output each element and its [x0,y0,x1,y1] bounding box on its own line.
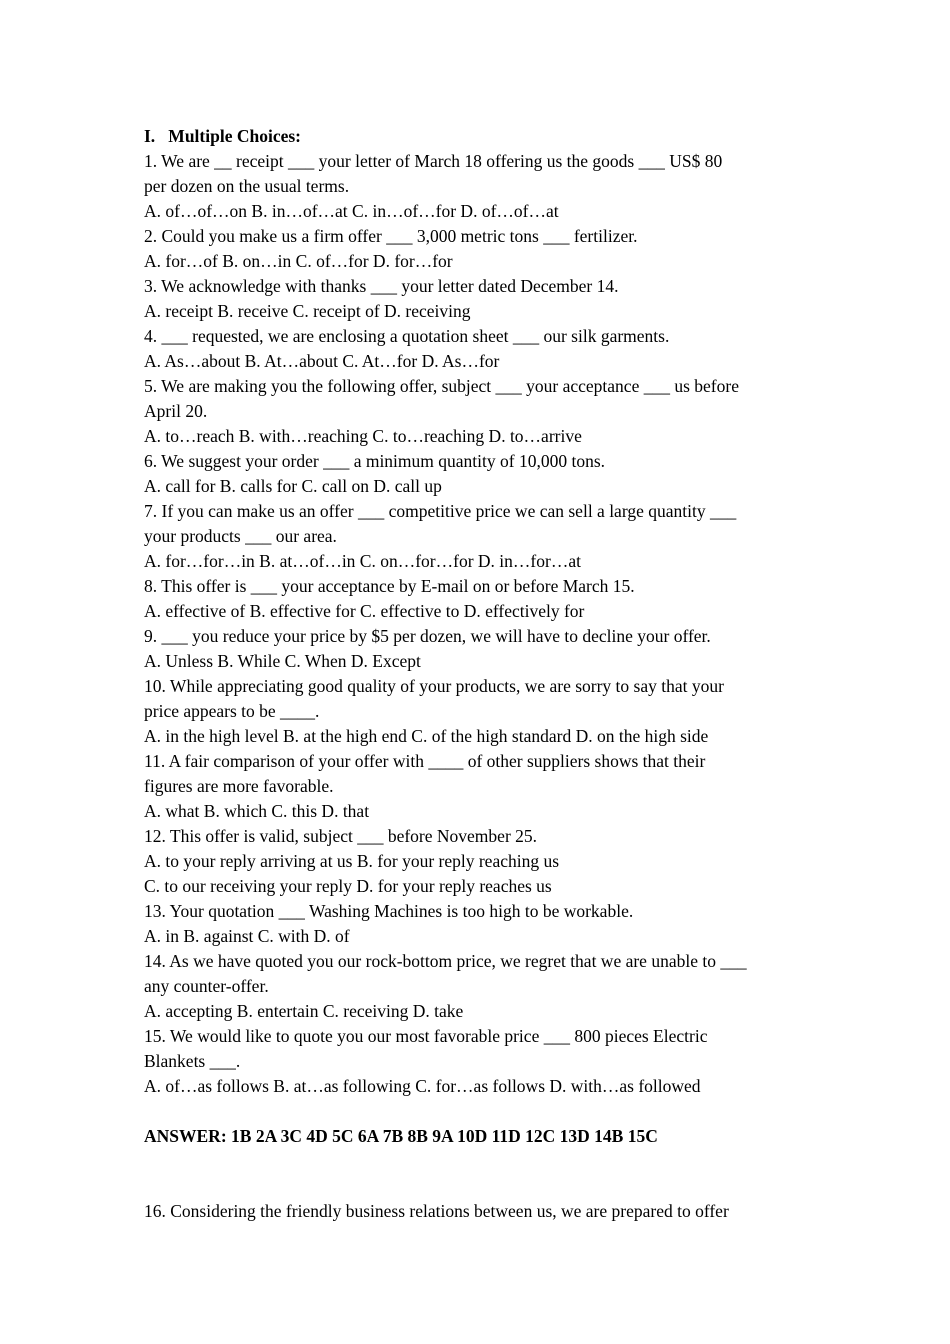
text-line: figures are more favorable. [144,776,334,796]
text-line: A. receipt B. receive C. receipt of D. receiving [144,301,471,321]
text-line: A. in B. against C. with D. of [144,926,350,946]
text-line: A. Unless B. While C. When D. Except [144,651,421,671]
text-line: 5. We are making you the following offer, subject ___ your acceptance ___ us before [144,376,739,396]
section-heading: I. Multiple Choices: [144,126,302,146]
text-line: 1. We are __ receipt ___ your letter of March 18 offering us the goods ___ US$ 80 [144,151,723,171]
text-line: 10. While appreciating good quality of your products, we are sorry to say that your [144,676,724,696]
answer-key: ANSWER: 1B 2A 3C 4D 5C 6A 7B 8B 9A 10D 11D 12C 13D 14B 15C [144,1126,658,1146]
spacer [144,1099,814,1124]
question-list [144,149,814,1099]
text-line: A. of…as follows B. at…as following C. for…as follows D. with…as followed [144,1076,701,1096]
text-line: your products ___ our area. [144,526,337,546]
text-line: 7. If you can make us an offer ___ competitive price we can sell a large quantity ___ [144,501,737,521]
text-line: April 20. [144,401,208,421]
text-line: 4. ___ requested, we are enclosing a quotation sheet ___ our silk garments. [144,326,670,346]
spacer [144,1174,814,1199]
text-line: C. to our receiving your reply D. for your reply reaches us [144,876,552,896]
text-line: A. for…for…in B. at…of…in C. on…for…for D. in…for…at [144,551,581,571]
text-line: 6. We suggest your order ___ a minimum quantity of 10,000 tons. [144,451,605,471]
text-line: A. to your reply arriving at us B. for your reply reaching us [144,851,560,871]
text-line: any counter-offer. [144,976,269,996]
text-line: A. for…of B. on…in C. of…for D. for…for [144,251,453,271]
text-line: price appears to be ____. [144,701,320,721]
text-line: 15. We would like to quote you our most favorable price ___ 800 pieces Electric [144,1026,708,1046]
text-line: 14. As we have quoted you our rock-bottom price, we regret that we are unable to ___ [144,951,747,971]
spacer [144,1149,814,1174]
text-line: A. to…reach B. with…reaching C. to…reaching D. to…arrive [144,426,582,446]
text-line: A. what B. which C. this D. that [144,801,370,821]
text-line: 13. Your quotation ___ Washing Machines is too high to be workable. [144,901,634,921]
text-line: 11. A fair comparison of your offer with ____ of other suppliers shows that their [144,751,706,771]
text-line: A. of…of…on B. in…of…at C. in…of…for D. of…of…at [144,201,559,221]
text-line: per dozen on the usual terms. [144,176,350,196]
text-line: 3. We acknowledge with thanks ___ your letter dated December 14. [144,276,619,296]
text-line: A. in the high level B. at the high end C. of the high standard D. on the high side [144,726,709,746]
text-line: 8. This offer is ___ your acceptance by E-mail on or before March 15. [144,576,635,596]
text-line: 2. Could you make us a firm offer ___ 3,000 metric tons ___ fertilizer. [144,226,638,246]
question-16-line: 16. Considering the friendly business relations between us, we are prepared to offer [144,1201,729,1221]
text-line: A. call for B. calls for C. call on D. call up [144,476,442,496]
text-line: A. effective of B. effective for C. effective to D. effectively for [144,601,585,621]
text-line: 9. ___ you reduce your price by $5 per dozen, we will have to decline your offer. [144,626,711,646]
text-line: 12. This offer is valid, subject ___ before November 25. [144,826,538,846]
text-line: A. As…about B. At…about C. At…for D. As…for [144,351,500,371]
document-body [144,124,814,1224]
text-line: A. accepting B. entertain C. receiving D. take [144,1001,464,1021]
text-line: Blankets ___. [144,1051,241,1071]
